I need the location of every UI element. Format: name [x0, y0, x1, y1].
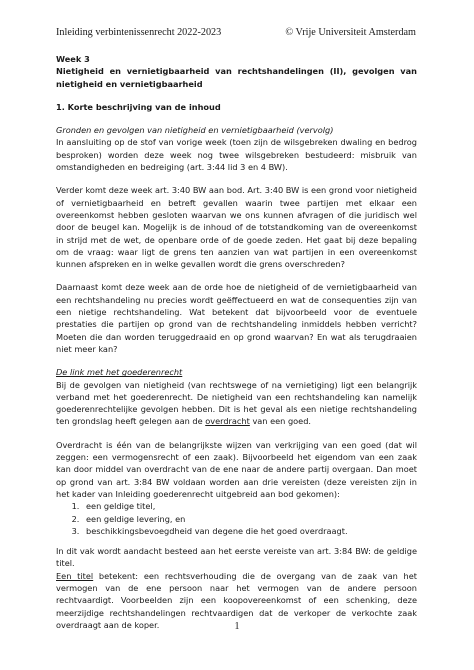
paragraph-2: Verder komt deze week art. 3:40 BW aan bod. Art. 3:40 BW is een grond voor nietigheid of vernietigbaarheid en betreft gevallen waarin twee partijen met elkaar een overeenkomst hebben gesloten waarvan we ons kunnen afvragen of die juridisch wel door de beugel kan. Mogelijk is de inhoud of de totstandkoming van de overeenkomst in strijd met de wet, de openbare orde of de goede zeden. Het gaat bij deze bepaling om de vraag: waar ligt de grens ten aanzien van wat partijen in een overeenkomst kunnen afspreken en in welke gevallen wordt die grens overschreden?	[56, 185, 417, 270]
document-body	[56, 53, 417, 631]
paragraph-1: In aansluiting op de stof van vorige week (toen zijn de wilsgebreken dwaling en bedrog besproken) worden deze week nog twee wilsgebreken bestudeerd: misbruik van omstandigheden en bedreiging (art. 3:44 lid 3 en 4 BW).	[56, 137, 417, 173]
paragraph-7-text: betekent: een rechtsverhouding die de overgang van de zaak van het vermogen van de ene persoon naar het vermogen van de andere persoon rechtvaardigt. Voorbeelden zijn een koopovereenkomst of een schenking, deze meerzijdige rechtshandelingen rechtvaardigen dat de verkoper de verkochte zaak overdraagt aan de koper.	[56, 570, 417, 630]
paragraph-4-text-b: van een goed.	[249, 416, 312, 427]
paragraph-3: Daarnaast komt deze week aan de orde hoe de nietigheid of de vernietigbaarheid van een rechtshandeling nu precies wordt geëffectueerd en wat de consequenties zijn van een nietige rechtshandeling. Wat betekent dat bijvoorbeeld voor de eventuele prestaties die partijen op grond van de rechtshandeling inmiddels hebben verricht? Moeten die dan worden teruggedraaid en op grond waarvan? En wat als terugdraaien niet meer kan?	[56, 282, 417, 354]
paragraph-7-underlined: Een titel	[56, 570, 94, 581]
subheading-gronden: Gronden en gevolgen van nietigheid en vernietigbaarheid (vervolg)	[56, 125, 334, 136]
page-header	[56, 27, 416, 38]
list-item: 3. beschikkingsbevoegdheid van degene die het goed overdraagt.	[82, 525, 417, 537]
subheading-goederenrecht: De link met het goederenrecht	[56, 367, 183, 378]
document-title: Nietigheid en vernietigbaarheid van rechtshandelingen (II), gevolgen van nietigheid en vernietigbaarheid	[56, 66, 417, 89]
page-number: 1	[234, 621, 240, 632]
paragraph-5: Overdracht is één van de belangrijkste wijzen van verkrijging van een goed (dat wil zeggen: een vermogensrecht of een zaak). Bijvoorbeeld het eigendom van een zaak kan door middel van overdracht van de ene naar de andere partij overgaan. Dan moet op grond van art. 3:84 BW voldaan worden aan drie vereisten (deze vereisten zijn in het kader van Inleiding goederenrecht uitgebreid aan bod gekomen):	[56, 439, 417, 499]
section-heading: 1. Korte beschrijving van de inhoud	[56, 101, 221, 112]
paragraph-6: In dit vak wordt aandacht besteed aan het eerste vereiste van art. 3:84 BW: de geldige titel.	[56, 546, 417, 569]
week-heading: Week 3	[56, 54, 90, 64]
paragraph-4	[56, 379, 417, 428]
requirements-list	[56, 500, 417, 537]
list-item: 2. een geldige levering, en	[82, 513, 417, 525]
list-item: 1. een geldige titel,	[82, 500, 417, 512]
header-course-title: Inleiding verbintenissenrecht 2022-2023	[56, 27, 222, 38]
paragraph-4-underlined: overdracht	[205, 416, 250, 427]
paragraph-4-text-a: Bij de gevolgen van nietigheid (van rechtswege of na vernietiging) ligt een belangrijk verband met het goederenrecht. De nietigheid van een rechtshandeling kan namelijk goederenrechtelijke gevolgen hebben. Dit is het geval als een nietige rechtshandeling ten grondslag heeft gelegen aan de	[56, 379, 417, 427]
header-copyright: © Vrije Universiteit Amsterdam	[285, 27, 416, 38]
